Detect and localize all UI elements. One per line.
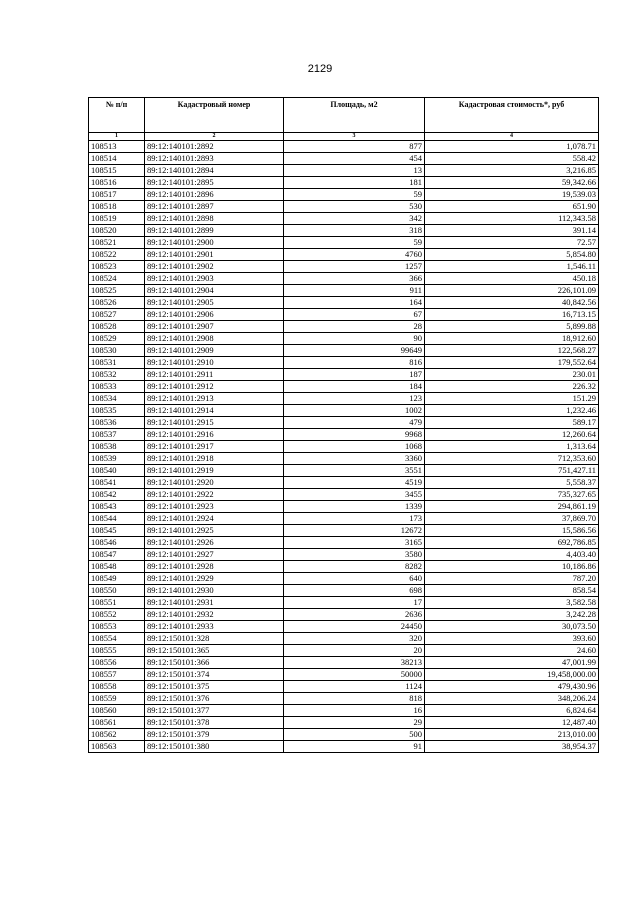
- area-value: 320: [284, 633, 425, 645]
- cadastral-cost: 751,427.11: [425, 465, 599, 477]
- cadastral-cost: 1,232.46: [425, 405, 599, 417]
- cadastral-cost: 40,842.56: [425, 297, 599, 309]
- row-number: 108540: [89, 465, 145, 477]
- cadastral-number: 89:12:140101:2920: [145, 477, 284, 489]
- table-row: [89, 597, 599, 609]
- table-body: [89, 141, 599, 753]
- row-number: 108559: [89, 693, 145, 705]
- area-value: 1002: [284, 405, 425, 417]
- cadastral-number: 89:12:140101:2894: [145, 165, 284, 177]
- table-row: [89, 345, 599, 357]
- cadastral-cost: 122,568.27: [425, 345, 599, 357]
- cadastral-number: 89:12:150101:376: [145, 693, 284, 705]
- area-value: 479: [284, 417, 425, 429]
- table-row: [89, 609, 599, 621]
- row-number: 108525: [89, 285, 145, 297]
- table-row: [89, 525, 599, 537]
- cadastral-cost: 30,073.50: [425, 621, 599, 633]
- row-number: 108521: [89, 237, 145, 249]
- table-row: [89, 657, 599, 669]
- cadastral-cost: 226,101.09: [425, 285, 599, 297]
- area-value: 342: [284, 213, 425, 225]
- cadastral-cost: 213,010.00: [425, 729, 599, 741]
- cadastral-cost: 5,899.88: [425, 321, 599, 333]
- cadastral-number: 89:12:140101:2924: [145, 513, 284, 525]
- cadastral-cost: 3,216.85: [425, 165, 599, 177]
- area-value: 9968: [284, 429, 425, 441]
- cadastral-number: 89:12:140101:2907: [145, 321, 284, 333]
- table-row: [89, 417, 599, 429]
- cadastral-cost: 12,260.64: [425, 429, 599, 441]
- table-row: [89, 381, 599, 393]
- row-number: 108546: [89, 537, 145, 549]
- cadastral-cost: 589.17: [425, 417, 599, 429]
- table-row: [89, 153, 599, 165]
- row-number: 108531: [89, 357, 145, 369]
- area-value: 187: [284, 369, 425, 381]
- area-value: 698: [284, 585, 425, 597]
- cadastral-cost: 1,313.64: [425, 441, 599, 453]
- area-value: 530: [284, 201, 425, 213]
- cadastral-cost: 18,912.60: [425, 333, 599, 345]
- area-value: 454: [284, 153, 425, 165]
- table-row: [89, 621, 599, 633]
- table-row: [89, 441, 599, 453]
- cadastral-cost: 72.57: [425, 237, 599, 249]
- area-value: 3580: [284, 549, 425, 561]
- cadastral-cost: 179,552.64: [425, 357, 599, 369]
- cadastral-number: 89:12:140101:2901: [145, 249, 284, 261]
- table-row: [89, 633, 599, 645]
- table-row: [89, 141, 599, 153]
- column-number: 3: [284, 133, 425, 141]
- table-row: [89, 405, 599, 417]
- cadastral-cost: 858.54: [425, 585, 599, 597]
- area-value: 3360: [284, 453, 425, 465]
- cadastral-number: 89:12:140101:2918: [145, 453, 284, 465]
- cadastral-number: 89:12:140101:2904: [145, 285, 284, 297]
- table-row: [89, 585, 599, 597]
- cadastral-number: 89:12:140101:2912: [145, 381, 284, 393]
- area-value: 59: [284, 237, 425, 249]
- row-number: 108551: [89, 597, 145, 609]
- area-value: 20: [284, 645, 425, 657]
- table-row: [89, 201, 599, 213]
- area-value: 818: [284, 693, 425, 705]
- cadastral-number: 89:12:140101:2929: [145, 573, 284, 585]
- table-row: [89, 429, 599, 441]
- area-value: 50000: [284, 669, 425, 681]
- cadastral-cost: 4,403.40: [425, 549, 599, 561]
- cadastral-number: 89:12:140101:2892: [145, 141, 284, 153]
- row-number: 108545: [89, 525, 145, 537]
- area-value: 164: [284, 297, 425, 309]
- row-number: 108544: [89, 513, 145, 525]
- area-value: 12672: [284, 525, 425, 537]
- cadastral-cost: 5,558.37: [425, 477, 599, 489]
- cadastral-cost: 1,546.11: [425, 261, 599, 273]
- row-number: 108524: [89, 273, 145, 285]
- table-row: [89, 309, 599, 321]
- table-row: [89, 537, 599, 549]
- cadastral-number: 89:12:150101:379: [145, 729, 284, 741]
- row-number: 108537: [89, 429, 145, 441]
- cadastral-cost: 38,954.37: [425, 741, 599, 753]
- header-area: Площадь, м2: [284, 98, 425, 133]
- area-value: 8282: [284, 561, 425, 573]
- row-number: 108542: [89, 489, 145, 501]
- area-value: 29: [284, 717, 425, 729]
- row-number: 108561: [89, 717, 145, 729]
- table-row: [89, 357, 599, 369]
- row-number: 108541: [89, 477, 145, 489]
- cadastral-cost: 3,582.58: [425, 597, 599, 609]
- row-number: 108526: [89, 297, 145, 309]
- table-row: [89, 297, 599, 309]
- area-value: 24450: [284, 621, 425, 633]
- cadastral-cost: 16,713.15: [425, 309, 599, 321]
- row-number: 108523: [89, 261, 145, 273]
- cadastral-number: 89:12:140101:2900: [145, 237, 284, 249]
- cadastral-number: 89:12:140101:2896: [145, 189, 284, 201]
- area-value: 1068: [284, 441, 425, 453]
- cadastral-number: 89:12:140101:2925: [145, 525, 284, 537]
- area-value: 1124: [284, 681, 425, 693]
- table-row: [89, 501, 599, 513]
- cadastral-cost: 3,242.28: [425, 609, 599, 621]
- cadastral-number: 89:12:140101:2917: [145, 441, 284, 453]
- table-row: [89, 165, 599, 177]
- area-value: 13: [284, 165, 425, 177]
- area-value: 91: [284, 741, 425, 753]
- row-number: 108518: [89, 201, 145, 213]
- area-value: 3165: [284, 537, 425, 549]
- cadastral-number: 89:12:140101:2931: [145, 597, 284, 609]
- cadastral-number: 89:12:140101:2928: [145, 561, 284, 573]
- table-row: [89, 321, 599, 333]
- row-number: 108554: [89, 633, 145, 645]
- cadastral-number: 89:12:140101:2923: [145, 501, 284, 513]
- row-number: 108547: [89, 549, 145, 561]
- row-number: 108520: [89, 225, 145, 237]
- cadastral-cost: 712,353.60: [425, 453, 599, 465]
- row-number: 108558: [89, 681, 145, 693]
- cadastral-number: 89:12:140101:2908: [145, 333, 284, 345]
- table-row: [89, 225, 599, 237]
- table-row: [89, 513, 599, 525]
- row-number: 108538: [89, 441, 145, 453]
- row-number: 108557: [89, 669, 145, 681]
- cadastral-cost: 450.18: [425, 273, 599, 285]
- row-number: 108539: [89, 453, 145, 465]
- cadastral-cost: 1,078.71: [425, 141, 599, 153]
- table-row: [89, 273, 599, 285]
- table-row: [89, 213, 599, 225]
- header-num: № п/п: [89, 98, 145, 133]
- row-number: 108530: [89, 345, 145, 357]
- row-number: 108527: [89, 309, 145, 321]
- cadastral-cost: 651.90: [425, 201, 599, 213]
- area-value: 911: [284, 285, 425, 297]
- cadastral-cost: 391.14: [425, 225, 599, 237]
- cadastral-number: 89:12:140101:2903: [145, 273, 284, 285]
- cadastral-cost: 5,854.80: [425, 249, 599, 261]
- row-number: 108515: [89, 165, 145, 177]
- cadastral-cost: 6,824.64: [425, 705, 599, 717]
- table-row: [89, 705, 599, 717]
- cadastral-number: 89:12:140101:2902: [145, 261, 284, 273]
- area-value: 16: [284, 705, 425, 717]
- area-value: 90: [284, 333, 425, 345]
- cadastral-cost: 692,786.85: [425, 537, 599, 549]
- area-value: 1257: [284, 261, 425, 273]
- row-number: 108549: [89, 573, 145, 585]
- cadastral-number: 89:12:150101:366: [145, 657, 284, 669]
- cadastral-number: 89:12:140101:2906: [145, 309, 284, 321]
- cadastral-number: 89:12:140101:2933: [145, 621, 284, 633]
- cadastral-number: 89:12:140101:2898: [145, 213, 284, 225]
- area-value: 3455: [284, 489, 425, 501]
- row-number: 108529: [89, 333, 145, 345]
- area-value: 173: [284, 513, 425, 525]
- cadastral-number: 89:12:140101:2911: [145, 369, 284, 381]
- table-row: [89, 645, 599, 657]
- cadastral-cost: 735,327.65: [425, 489, 599, 501]
- table-row: [89, 465, 599, 477]
- row-number: 108522: [89, 249, 145, 261]
- cadastral-cost: 787.20: [425, 573, 599, 585]
- cadastral-cost: 151.29: [425, 393, 599, 405]
- cadastral-number: 89:12:140101:2922: [145, 489, 284, 501]
- cadastral-number: 89:12:150101:365: [145, 645, 284, 657]
- cadastral-cost: 294,861.19: [425, 501, 599, 513]
- table-row: [89, 285, 599, 297]
- area-value: 28: [284, 321, 425, 333]
- row-number: 108514: [89, 153, 145, 165]
- table-row: [89, 693, 599, 705]
- area-value: 67: [284, 309, 425, 321]
- cadastral-number: 89:12:140101:2893: [145, 153, 284, 165]
- cadastral-cost: 12,487.40: [425, 717, 599, 729]
- cadastral-cost: 112,343.58: [425, 213, 599, 225]
- row-number: 108560: [89, 705, 145, 717]
- row-number: 108553: [89, 621, 145, 633]
- table-row: [89, 177, 599, 189]
- table-row: [89, 249, 599, 261]
- table-row: [89, 549, 599, 561]
- cadastral-cost: 226.32: [425, 381, 599, 393]
- cadastral-number: 89:12:150101:380: [145, 741, 284, 753]
- row-number: 108519: [89, 213, 145, 225]
- row-number: 108543: [89, 501, 145, 513]
- cadastral-number: 89:12:150101:374: [145, 669, 284, 681]
- area-value: 366: [284, 273, 425, 285]
- cadastral-cost: 24.60: [425, 645, 599, 657]
- cadastral-number: 89:12:140101:2927: [145, 549, 284, 561]
- cadastral-cost: 15,586.56: [425, 525, 599, 537]
- table-row: [89, 729, 599, 741]
- row-number: 108555: [89, 645, 145, 657]
- header-cadastral-cost: Кадастровая стоимость*, руб: [425, 98, 599, 133]
- table-row: [89, 681, 599, 693]
- area-value: 500: [284, 729, 425, 741]
- cadastral-number: 89:12:150101:375: [145, 681, 284, 693]
- area-value: 181: [284, 177, 425, 189]
- cadastral-cost: 393.60: [425, 633, 599, 645]
- area-value: 1339: [284, 501, 425, 513]
- row-number: 108513: [89, 141, 145, 153]
- cadastral-number: 89:12:140101:2915: [145, 417, 284, 429]
- row-number: 108563: [89, 741, 145, 753]
- column-number: 4: [425, 133, 599, 141]
- area-value: 3551: [284, 465, 425, 477]
- cadastral-cost: 19,539.03: [425, 189, 599, 201]
- column-numbers-row: [89, 133, 599, 141]
- cadastral-number: 89:12:140101:2919: [145, 465, 284, 477]
- area-value: 640: [284, 573, 425, 585]
- table-row: [89, 237, 599, 249]
- row-number: 108550: [89, 585, 145, 597]
- table-row: [89, 333, 599, 345]
- cadastral-number: 89:12:140101:2932: [145, 609, 284, 621]
- cadastral-cost: 230.01: [425, 369, 599, 381]
- cadastral-cost: 558.42: [425, 153, 599, 165]
- row-number: 108533: [89, 381, 145, 393]
- header-cadastral-number: Кадастровый номер: [145, 98, 284, 133]
- table-row: [89, 573, 599, 585]
- cadastral-number: 89:12:140101:2910: [145, 357, 284, 369]
- table-row: [89, 453, 599, 465]
- table-row: [89, 489, 599, 501]
- cadastral-cost: 47,001.99: [425, 657, 599, 669]
- row-number: 108562: [89, 729, 145, 741]
- cadastral-number: 89:12:150101:328: [145, 633, 284, 645]
- column-number: 1: [89, 133, 145, 141]
- cadastral-number: 89:12:140101:2895: [145, 177, 284, 189]
- cadastral-number: 89:12:140101:2930: [145, 585, 284, 597]
- area-value: 2636: [284, 609, 425, 621]
- row-number: 108517: [89, 189, 145, 201]
- cadastral-cost: 479,430.96: [425, 681, 599, 693]
- table-row: [89, 561, 599, 573]
- cadastral-number: 89:12:140101:2897: [145, 201, 284, 213]
- cadastral-cost: 59,342.66: [425, 177, 599, 189]
- cadastral-number: 89:12:140101:2899: [145, 225, 284, 237]
- cadastral-cost: 19,458,000.00: [425, 669, 599, 681]
- area-value: 38213: [284, 657, 425, 669]
- area-value: 17: [284, 597, 425, 609]
- area-value: 59: [284, 189, 425, 201]
- row-number: 108534: [89, 393, 145, 405]
- column-number: 2: [145, 133, 284, 141]
- cadastral-number: 89:12:140101:2916: [145, 429, 284, 441]
- cadastral-number: 89:12:140101:2926: [145, 537, 284, 549]
- cadastral-number: 89:12:140101:2913: [145, 393, 284, 405]
- table-row: [89, 261, 599, 273]
- area-value: 99649: [284, 345, 425, 357]
- row-number: 108556: [89, 657, 145, 669]
- area-value: 318: [284, 225, 425, 237]
- table-row: [89, 741, 599, 753]
- row-number: 108552: [89, 609, 145, 621]
- cadastral-number: 89:12:140101:2905: [145, 297, 284, 309]
- row-number: 108535: [89, 405, 145, 417]
- page-number: 2129: [307, 63, 333, 75]
- table-row: [89, 669, 599, 681]
- table-row: [89, 717, 599, 729]
- cadastral-table: [88, 97, 599, 753]
- table-row: [89, 477, 599, 489]
- cadastral-number: 89:12:150101:378: [145, 717, 284, 729]
- cadastral-number: 89:12:140101:2914: [145, 405, 284, 417]
- row-number: 108532: [89, 369, 145, 381]
- table-row: [89, 369, 599, 381]
- row-number: 108528: [89, 321, 145, 333]
- row-number: 108536: [89, 417, 145, 429]
- cadastral-number: 89:12:150101:377: [145, 705, 284, 717]
- table-header-row: [89, 98, 599, 133]
- area-value: 4760: [284, 249, 425, 261]
- area-value: 4519: [284, 477, 425, 489]
- table-row: [89, 393, 599, 405]
- row-number: 108516: [89, 177, 145, 189]
- cadastral-cost: 10,186.86: [425, 561, 599, 573]
- cadastral-cost: 37,869.70: [425, 513, 599, 525]
- table-row: [89, 189, 599, 201]
- cadastral-cost: 348,206.24: [425, 693, 599, 705]
- area-value: 816: [284, 357, 425, 369]
- cadastral-number: 89:12:140101:2909: [145, 345, 284, 357]
- row-number: 108548: [89, 561, 145, 573]
- area-value: 877: [284, 141, 425, 153]
- area-value: 184: [284, 381, 425, 393]
- area-value: 123: [284, 393, 425, 405]
